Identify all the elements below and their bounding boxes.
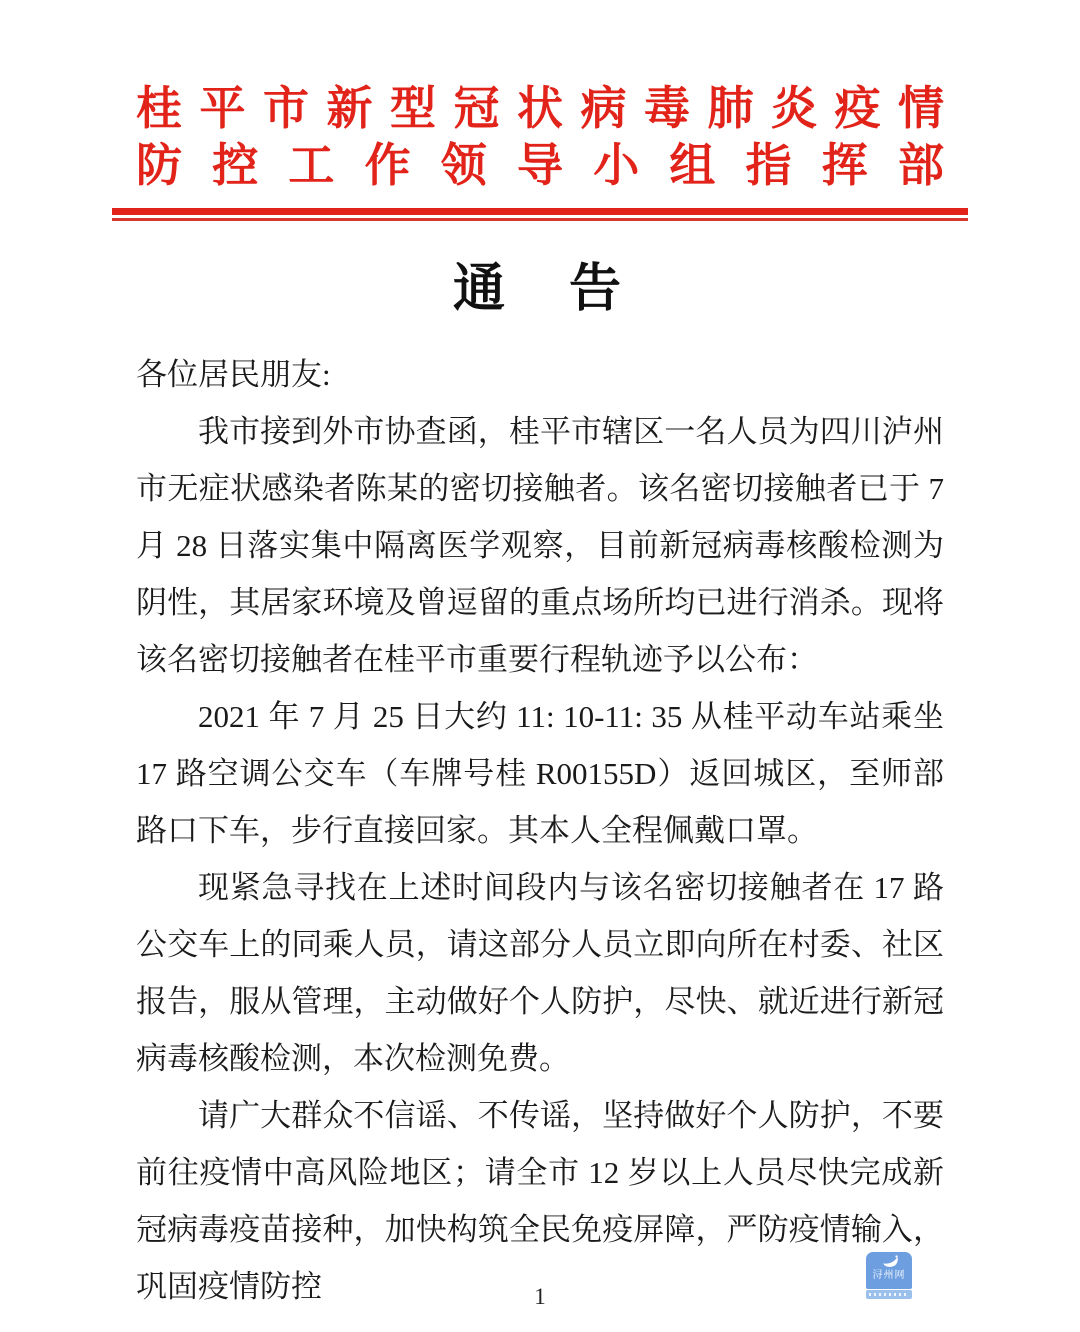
notice-body <box>136 347 944 1315</box>
paragraph-4: 请广大群众不信谣、不传谣，坚持做好个人防护，不要前往疫情中高风险地区；请全市 12 岁以上人员尽快完成新冠病毒疫苗接种，加快构筑全民免疫屏障，严防疫情输入，巩固疫情防控 <box>136 1098 944 1304</box>
letterhead-rule-thin <box>112 218 968 221</box>
page-number: 1 <box>534 1284 546 1309</box>
letterhead-line-1: 桂平市新型冠状病毒肺炎疫情 <box>136 82 944 134</box>
notice-title: 通 告 <box>452 261 627 318</box>
paragraph-1: 我市接到外市协查函，桂平市辖区一名人员为四川泸州市无症状感染者陈某的密切接触者。该名密切接触者已于 7 月 28 日落实集中隔离医学观察，目前新冠病毒核酸检测为阴性，其居家环境及曾逗留的重点场所均已进行消杀。现将该名密切接触者在桂平市重要行程轨迹予以公布： <box>136 414 944 677</box>
salutation: 各位居民朋友: <box>136 357 331 392</box>
letterhead-rule-thick <box>112 208 968 215</box>
letterhead-line-2: 防控工作领导小组指挥部 <box>136 139 944 191</box>
paragraph-3: 现紧急寻找在上述时间段内与该名密切接触者在 17 路公交车上的同乘人员，请这部分人员立即向所在村委、社区报告，服从管理，主动做好个人防护，尽快、就近进行新冠病毒核酸检测，本次检测免费。 <box>136 870 944 1076</box>
letterhead <box>0 0 1080 221</box>
paragraph-2: 2021 年 7 月 25 日大约 11: 10-11: 35 从桂平动车站乘坐 17 路空调公交车（车牌号桂 R00155D）返回城区，至师部路口下车，步行直接回家。其本人全程佩戴口罩。 <box>136 699 944 848</box>
watermark-name: 浔州网 <box>872 1270 906 1281</box>
swoosh-icon <box>866 1254 912 1270</box>
